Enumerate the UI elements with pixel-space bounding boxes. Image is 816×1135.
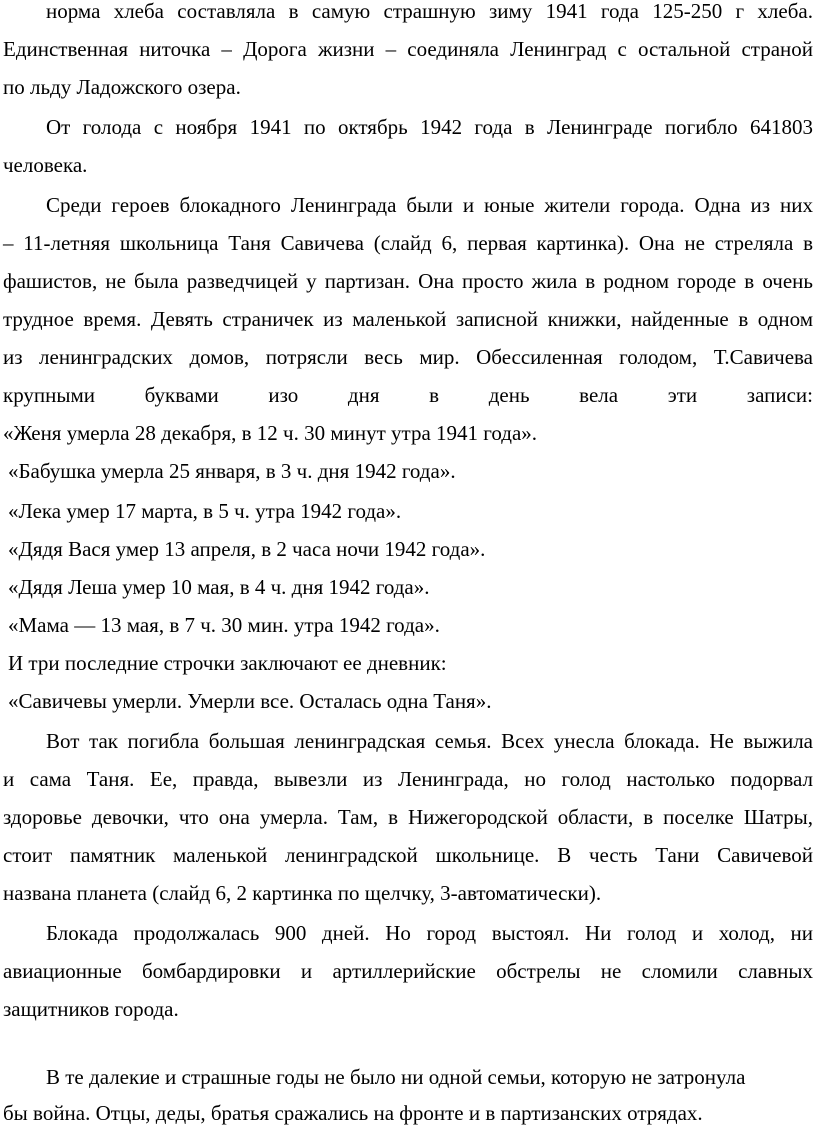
text-line: норма хлеба составляла в самую страшную зиму 1941 года 125-250 г хлеба.: [46, 0, 813, 23]
text-line: «Лека умер 17 марта, в 5 ч. утра 1942 года».: [8, 499, 402, 523]
text-line: От голода с ноября 1941 по октябрь 1942 года в Ленинграде погибло 641803: [46, 115, 813, 139]
text-line: «Савичевы умерли. Умерли все. Осталась одна Таня».: [8, 689, 492, 713]
text-line: трудное время. Девять страничек из маленькой записной книжки, найденные в одном: [3, 307, 813, 331]
text-line: названа планета (слайд 6, 2 картинка по щелчку, 3-автоматически).: [3, 881, 602, 905]
text-line: по льду Ладожского озера.: [3, 75, 241, 99]
text-line: и сама Таня. Ее, правда, вывезли из Ленинграда, но голод настолько подорвал: [3, 767, 813, 791]
text-line: Среди героев блокадного Ленинграда были и юные жители города. Одна из них: [46, 193, 813, 217]
text-line: бы война. Отцы, деды, братья сражались на фронте и в партизанских отрядах.: [3, 1101, 703, 1125]
text-line: стоит памятник маленькой ленинградской школьнице. В честь Тани Савичевой: [3, 843, 813, 867]
text-line: авиационные бомбардировки и артиллерийские обстрелы не сломили славных: [3, 959, 813, 983]
text-line: Вот так погибла большая ленинградская семья. Всех унесла блокада. Не выжила: [46, 729, 813, 753]
text-line: крупными буквами изо дня в день вела эти записи:: [3, 383, 813, 407]
text-line: человека.: [3, 153, 88, 177]
text-line: фашистов, не была разведчицей у партизан. Она просто жила в родном городе в очень: [3, 269, 813, 293]
text-line: «Женя умерла 28 декабря, в 12 ч. 30 минут утра 1941 года».: [3, 421, 538, 445]
text-line: И три последние строчки заключают ее дневник:: [8, 651, 447, 675]
text-line: «Мама — 13 мая, в 7 ч. 30 мин. утра 1942 года».: [8, 613, 440, 637]
text-line: – 11-летняя школьница Таня Савичева (слайд 6, первая картинка). Она не стреляла в: [3, 231, 813, 255]
text-line: «Дядя Вася умер 13 апреля, в 2 часа ночи 1942 года».: [8, 537, 486, 561]
text-line: «Бабушка умерла 25 января, в 3 ч. дня 1942 года».: [8, 459, 456, 483]
text-line: «Дядя Леша умер 10 мая, в 4 ч. дня 1942 года».: [8, 575, 430, 599]
text-line: В те далекие и страшные годы не было ни одной семьи, которую не затронула: [46, 1065, 746, 1089]
text-line: из ленинградских домов, потрясли весь мир. Обессиленная голодом, Т.Савичева: [3, 345, 813, 369]
text-line: защитников города.: [3, 997, 179, 1021]
text-line: Единственная ниточка – Дорога жизни – соединяла Ленинград с остальной страной: [3, 37, 813, 61]
text-line: здоровье девочки, что она умерла. Там, в Нижегородской области, в поселке Шатры,: [3, 805, 813, 829]
text-line: Блокада продолжалась 900 дней. Но город выстоял. Ни голод и холод, ни: [46, 921, 813, 945]
